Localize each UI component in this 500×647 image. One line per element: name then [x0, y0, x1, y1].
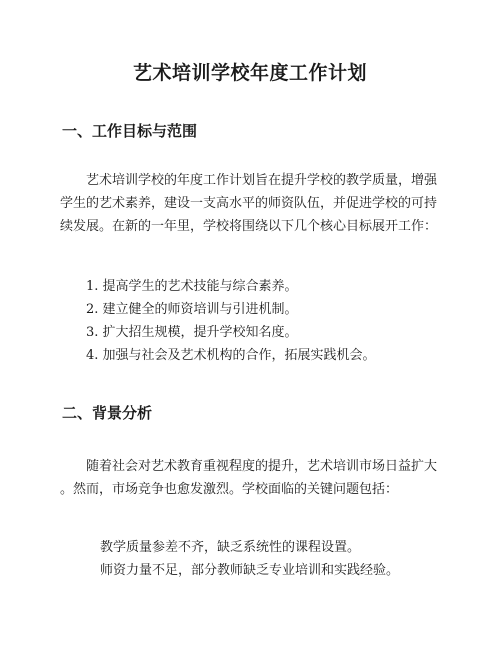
- document-title: 艺术培训学校年度工作计划: [132, 62, 367, 84]
- section-paragraph-background: [60, 455, 444, 501]
- list-item: 4. 加强与社会及艺术机构的合作，拓展实践机会。: [86, 348, 376, 363]
- section-heading-background: 二、背景分析: [62, 404, 153, 422]
- list-item: 3. 扩大招生规模，提升学校知名度。: [86, 325, 298, 340]
- list-item: 2. 建立健全的师资培训与引进机制。: [86, 302, 298, 317]
- paragraph-line: 艺术培训学校的年度工作计划旨在提升学校的教学质量，增强: [86, 173, 438, 188]
- section-paragraph-goals: [60, 169, 444, 238]
- list-item: 教学质量参差不齐，缺乏系统性的课程设置。: [100, 540, 361, 555]
- paragraph-line: 学生的艺术素养，建设一支高水平的师资队伍，并促进学校的可持: [60, 196, 438, 211]
- issues-list: [100, 536, 460, 582]
- paragraph-line: 随着社会对艺术教育重视程度的提升，艺术培训市场日益扩大: [86, 459, 438, 474]
- goals-list: [86, 275, 446, 367]
- paragraph-line: 。然而，市场竞争也愈发激烈。学校面临的关键问题包括：: [60, 482, 399, 497]
- section-heading-goals: 一、工作目标与范围: [62, 122, 198, 140]
- list-item: 1. 提高学生的艺术技能与综合素养。: [86, 279, 298, 294]
- paragraph-line: 续发展。在新的一年里，学校将围绕以下几个核心目标展开工作：: [60, 219, 438, 234]
- list-item: 师资力量不足，部分教师缺乏专业培训和实践经验。: [100, 563, 400, 578]
